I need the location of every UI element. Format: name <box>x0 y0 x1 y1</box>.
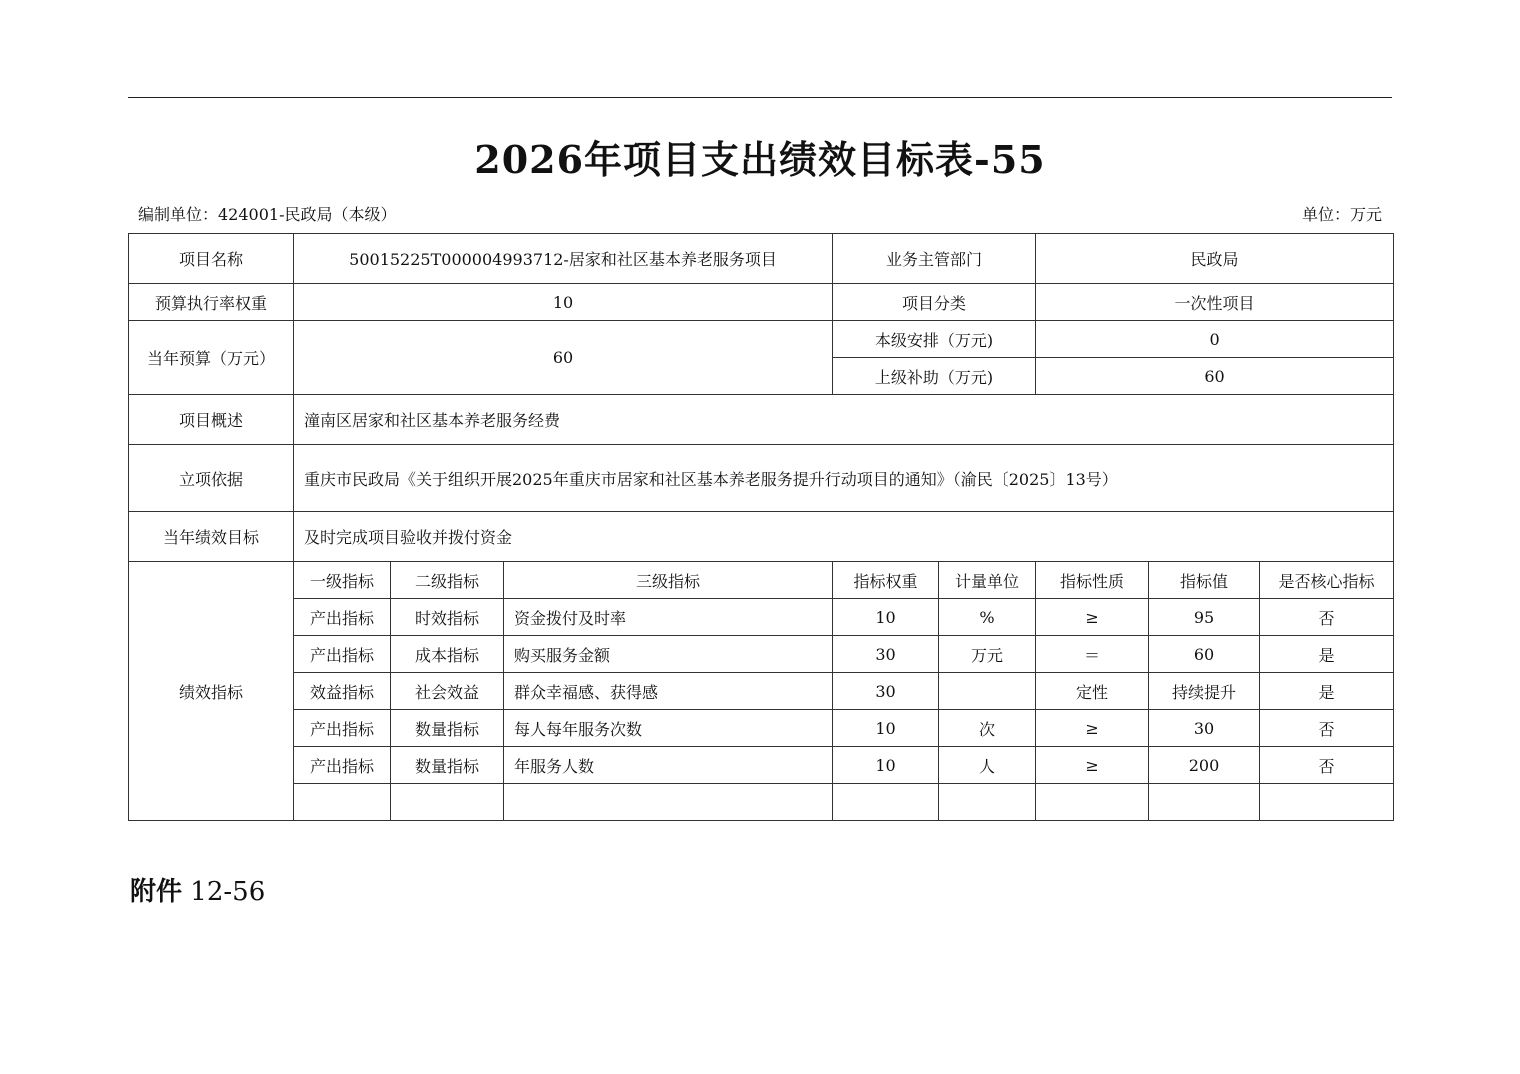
attachment-label <box>130 874 265 910</box>
label-budget: 当年预算（万元） <box>129 321 294 395</box>
label-department: 业务主管部门 <box>833 234 1036 284</box>
cell-level3: 购买服务金额 <box>504 636 833 673</box>
indicator-empty-row <box>129 784 1394 821</box>
indicator-row <box>129 636 1394 673</box>
value-goal: 及时完成项目验收并拨付资金 <box>294 512 1394 562</box>
cell-core: 否 <box>1260 710 1394 747</box>
attachment-number: 12-56 <box>190 877 266 907</box>
cell-level3: 每人每年服务次数 <box>504 710 833 747</box>
cell-level2: 数量指标 <box>391 747 504 784</box>
row-project-name <box>129 234 1394 284</box>
cell-weight: 10 <box>833 747 939 784</box>
label-category: 项目分类 <box>833 284 1036 321</box>
cell-weight: 30 <box>833 673 939 710</box>
cell-nature: ≥ <box>1036 747 1149 784</box>
value-local-alloc: 0 <box>1036 321 1394 358</box>
indicator-row <box>129 599 1394 636</box>
cell-level1: 产出指标 <box>294 599 391 636</box>
cell-level1: 产出指标 <box>294 636 391 673</box>
value-project-name: 50015225T000004993712-居家和社区基本养老服务项目 <box>294 234 833 284</box>
value-department: 民政局 <box>1036 234 1394 284</box>
cell-core: 是 <box>1260 673 1394 710</box>
row-goal <box>129 512 1394 562</box>
header-rule <box>128 97 1392 98</box>
cell-level1: 效益指标 <box>294 673 391 710</box>
empty-cell <box>1036 784 1149 821</box>
indicator-row <box>129 747 1394 784</box>
value-basis: 重庆市民政局《关于组织开展2025年重庆市居家和社区基本养老服务提升行动项目的通知》（渝民〔2025〕13号） <box>294 445 1394 512</box>
cell-level1: 产出指标 <box>294 710 391 747</box>
cell-nature: ＝ <box>1036 636 1149 673</box>
indicator-row <box>129 673 1394 710</box>
row-exec-weight <box>129 284 1394 321</box>
label-goal: 当年绩效目标 <box>129 512 294 562</box>
cell-unit: 次 <box>939 710 1036 747</box>
value-category: 一次性项目 <box>1036 284 1394 321</box>
header-core: 是否核心指标 <box>1260 562 1394 599</box>
page-title: 2026年项目支出绩效目标表-55 <box>474 137 1046 182</box>
header-unit: 计量单位 <box>939 562 1036 599</box>
cell-level2: 时效指标 <box>391 599 504 636</box>
label-basis: 立项依据 <box>129 445 294 512</box>
row-overview <box>129 395 1394 445</box>
cell-value: 200 <box>1149 747 1260 784</box>
row-budget-local <box>129 321 1394 358</box>
value-upper-subsidy: 60 <box>1036 358 1394 395</box>
header-weight: 指标权重 <box>833 562 939 599</box>
cell-unit: % <box>939 599 1036 636</box>
cell-level3: 群众幸福感、获得感 <box>504 673 833 710</box>
currency-unit: 单位：万元 <box>1301 205 1382 224</box>
cell-value: 30 <box>1149 710 1260 747</box>
row-basis <box>129 445 1394 512</box>
cell-value: 持续提升 <box>1149 673 1260 710</box>
empty-cell <box>504 784 833 821</box>
cell-weight: 10 <box>833 599 939 636</box>
empty-cell <box>294 784 391 821</box>
label-overview: 项目概述 <box>129 395 294 445</box>
cell-level2: 数量指标 <box>391 710 504 747</box>
cell-weight: 10 <box>833 710 939 747</box>
cell-core: 否 <box>1260 599 1394 636</box>
label-local-alloc: 本级安排（万元) <box>833 321 1036 358</box>
indicator-header-row <box>129 562 1394 599</box>
compiler-unit: 编制单位：424001-民政局（本级） <box>138 205 397 224</box>
empty-cell <box>1149 784 1260 821</box>
cell-value: 95 <box>1149 599 1260 636</box>
cell-level2: 成本指标 <box>391 636 504 673</box>
cell-core: 否 <box>1260 747 1394 784</box>
label-indicators: 绩效指标 <box>129 562 294 821</box>
performance-target-table <box>128 233 1394 821</box>
label-project-name: 项目名称 <box>129 234 294 284</box>
header-value: 指标值 <box>1149 562 1260 599</box>
value-budget: 60 <box>294 321 833 395</box>
label-upper-subsidy: 上级补助（万元) <box>833 358 1036 395</box>
cell-level3: 资金拨付及时率 <box>504 599 833 636</box>
value-overview: 潼南区居家和社区基本养老服务经费 <box>294 395 1394 445</box>
cell-value: 60 <box>1149 636 1260 673</box>
cell-nature: 定性 <box>1036 673 1149 710</box>
empty-cell <box>939 784 1036 821</box>
cell-nature: ≥ <box>1036 710 1149 747</box>
cell-level3: 年服务人数 <box>504 747 833 784</box>
cell-unit: 人 <box>939 747 1036 784</box>
header-nature: 指标性质 <box>1036 562 1149 599</box>
empty-cell <box>833 784 939 821</box>
cell-level1: 产出指标 <box>294 747 391 784</box>
header-level3: 三级指标 <box>504 562 833 599</box>
header-level1: 一级指标 <box>294 562 391 599</box>
cell-weight: 30 <box>833 636 939 673</box>
cell-core: 是 <box>1260 636 1394 673</box>
label-exec-weight: 预算执行率权重 <box>129 284 294 321</box>
empty-cell <box>1260 784 1394 821</box>
cell-level2: 社会效益 <box>391 673 504 710</box>
cell-unit: 万元 <box>939 636 1036 673</box>
cell-unit <box>939 673 1036 710</box>
value-exec-weight: 10 <box>294 284 833 321</box>
attachment-word: 附件 <box>130 877 183 907</box>
header-level2: 二级指标 <box>391 562 504 599</box>
cell-nature: ≥ <box>1036 599 1149 636</box>
empty-cell <box>391 784 504 821</box>
indicator-row <box>129 710 1394 747</box>
